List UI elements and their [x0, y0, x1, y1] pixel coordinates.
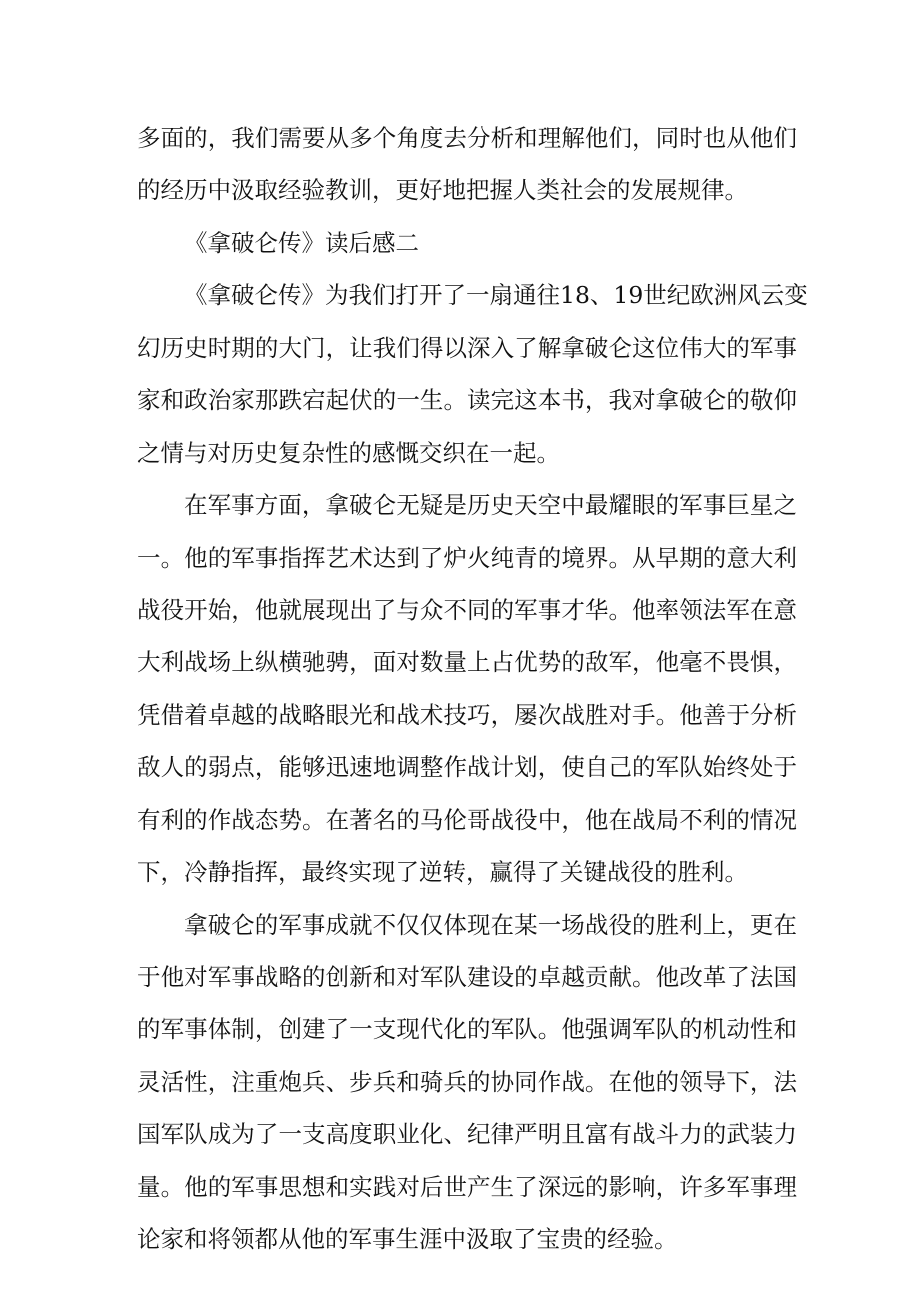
- text-line: 在军事方面，拿破仑无疑是历史天空中最耀眼的军事巨星之: [184, 491, 797, 520]
- text-line: 敌人的弱点，能够迅速地调整作战计划，使自己的军队始终处于: [137, 753, 797, 782]
- text-line: 下，冷静指挥，最终实现了逆转，赢得了关键战役的胜利。: [137, 858, 748, 887]
- text-line: 的军事体制，创建了一支现代化的军队。他强调军队的机动性和: [137, 1015, 797, 1044]
- text-line: 拿破仑的军事成就不仅仅体现在某一场战役的胜利上，更在: [184, 910, 797, 939]
- text-line: 灵活性，注重炮兵、步兵和骑兵的协同作战。在他的领导下，法: [137, 1067, 797, 1096]
- text-line: 量。他的军事思想和实践对后世产生了深远的影响，许多军事理: [137, 1172, 797, 1201]
- document-body: [137, 112, 808, 1266]
- text-line: 多面的，我们需要从多个角度去分析和理解他们，同时也从他们: [137, 124, 797, 152]
- text-line: 国军队成为了一支高度职业化、纪律严明且富有战斗力的武装力: [137, 1120, 797, 1149]
- text-line: 凭借着卓越的战略眼光和战术技巧，屡次战胜对手。他善于分析: [137, 700, 797, 729]
- text-line: 的经历中汲取经验教训，更好地把握人类社会的发展规律。: [137, 176, 748, 205]
- text-line: 论家和将领都从他的军事生涯中汲取了宝贵的经验。: [137, 1225, 678, 1254]
- text-line: 大利战场上纵横驰骋，面对数量上占优势的敌军，他毫不畏惧，: [137, 648, 797, 677]
- text-line: 之情与对历史复杂性的感慨交织在一起。: [137, 438, 560, 467]
- text-line: 幻历史时期的大门，让我们得以深入了解拿破仑这位伟大的军事: [137, 333, 797, 362]
- text-line: 一。他的军事指挥艺术达到了炉火纯青的境界。从早期的意大利: [137, 543, 797, 572]
- section-heading: 《拿破仑传》读后感二: [184, 228, 419, 257]
- text-line: 《拿破仑传》为我们打开了一扇通往18、19世纪欧洲风云变: [184, 281, 808, 310]
- text-line: 于他对军事战略的创新和对军队建设的卓越贡献。他改革了法国: [137, 963, 797, 991]
- text-line: 战役开始，他就展现出了与众不同的军事才华。他率领法军在意: [137, 595, 797, 624]
- text-line: 家和政治家那跌宕起伏的一生。读完这本书，我对拿破仑的敬仰: [137, 386, 797, 415]
- text-line: 有利的作战态势。在著名的马伦哥战役中，他在战局不利的情况: [137, 805, 797, 834]
